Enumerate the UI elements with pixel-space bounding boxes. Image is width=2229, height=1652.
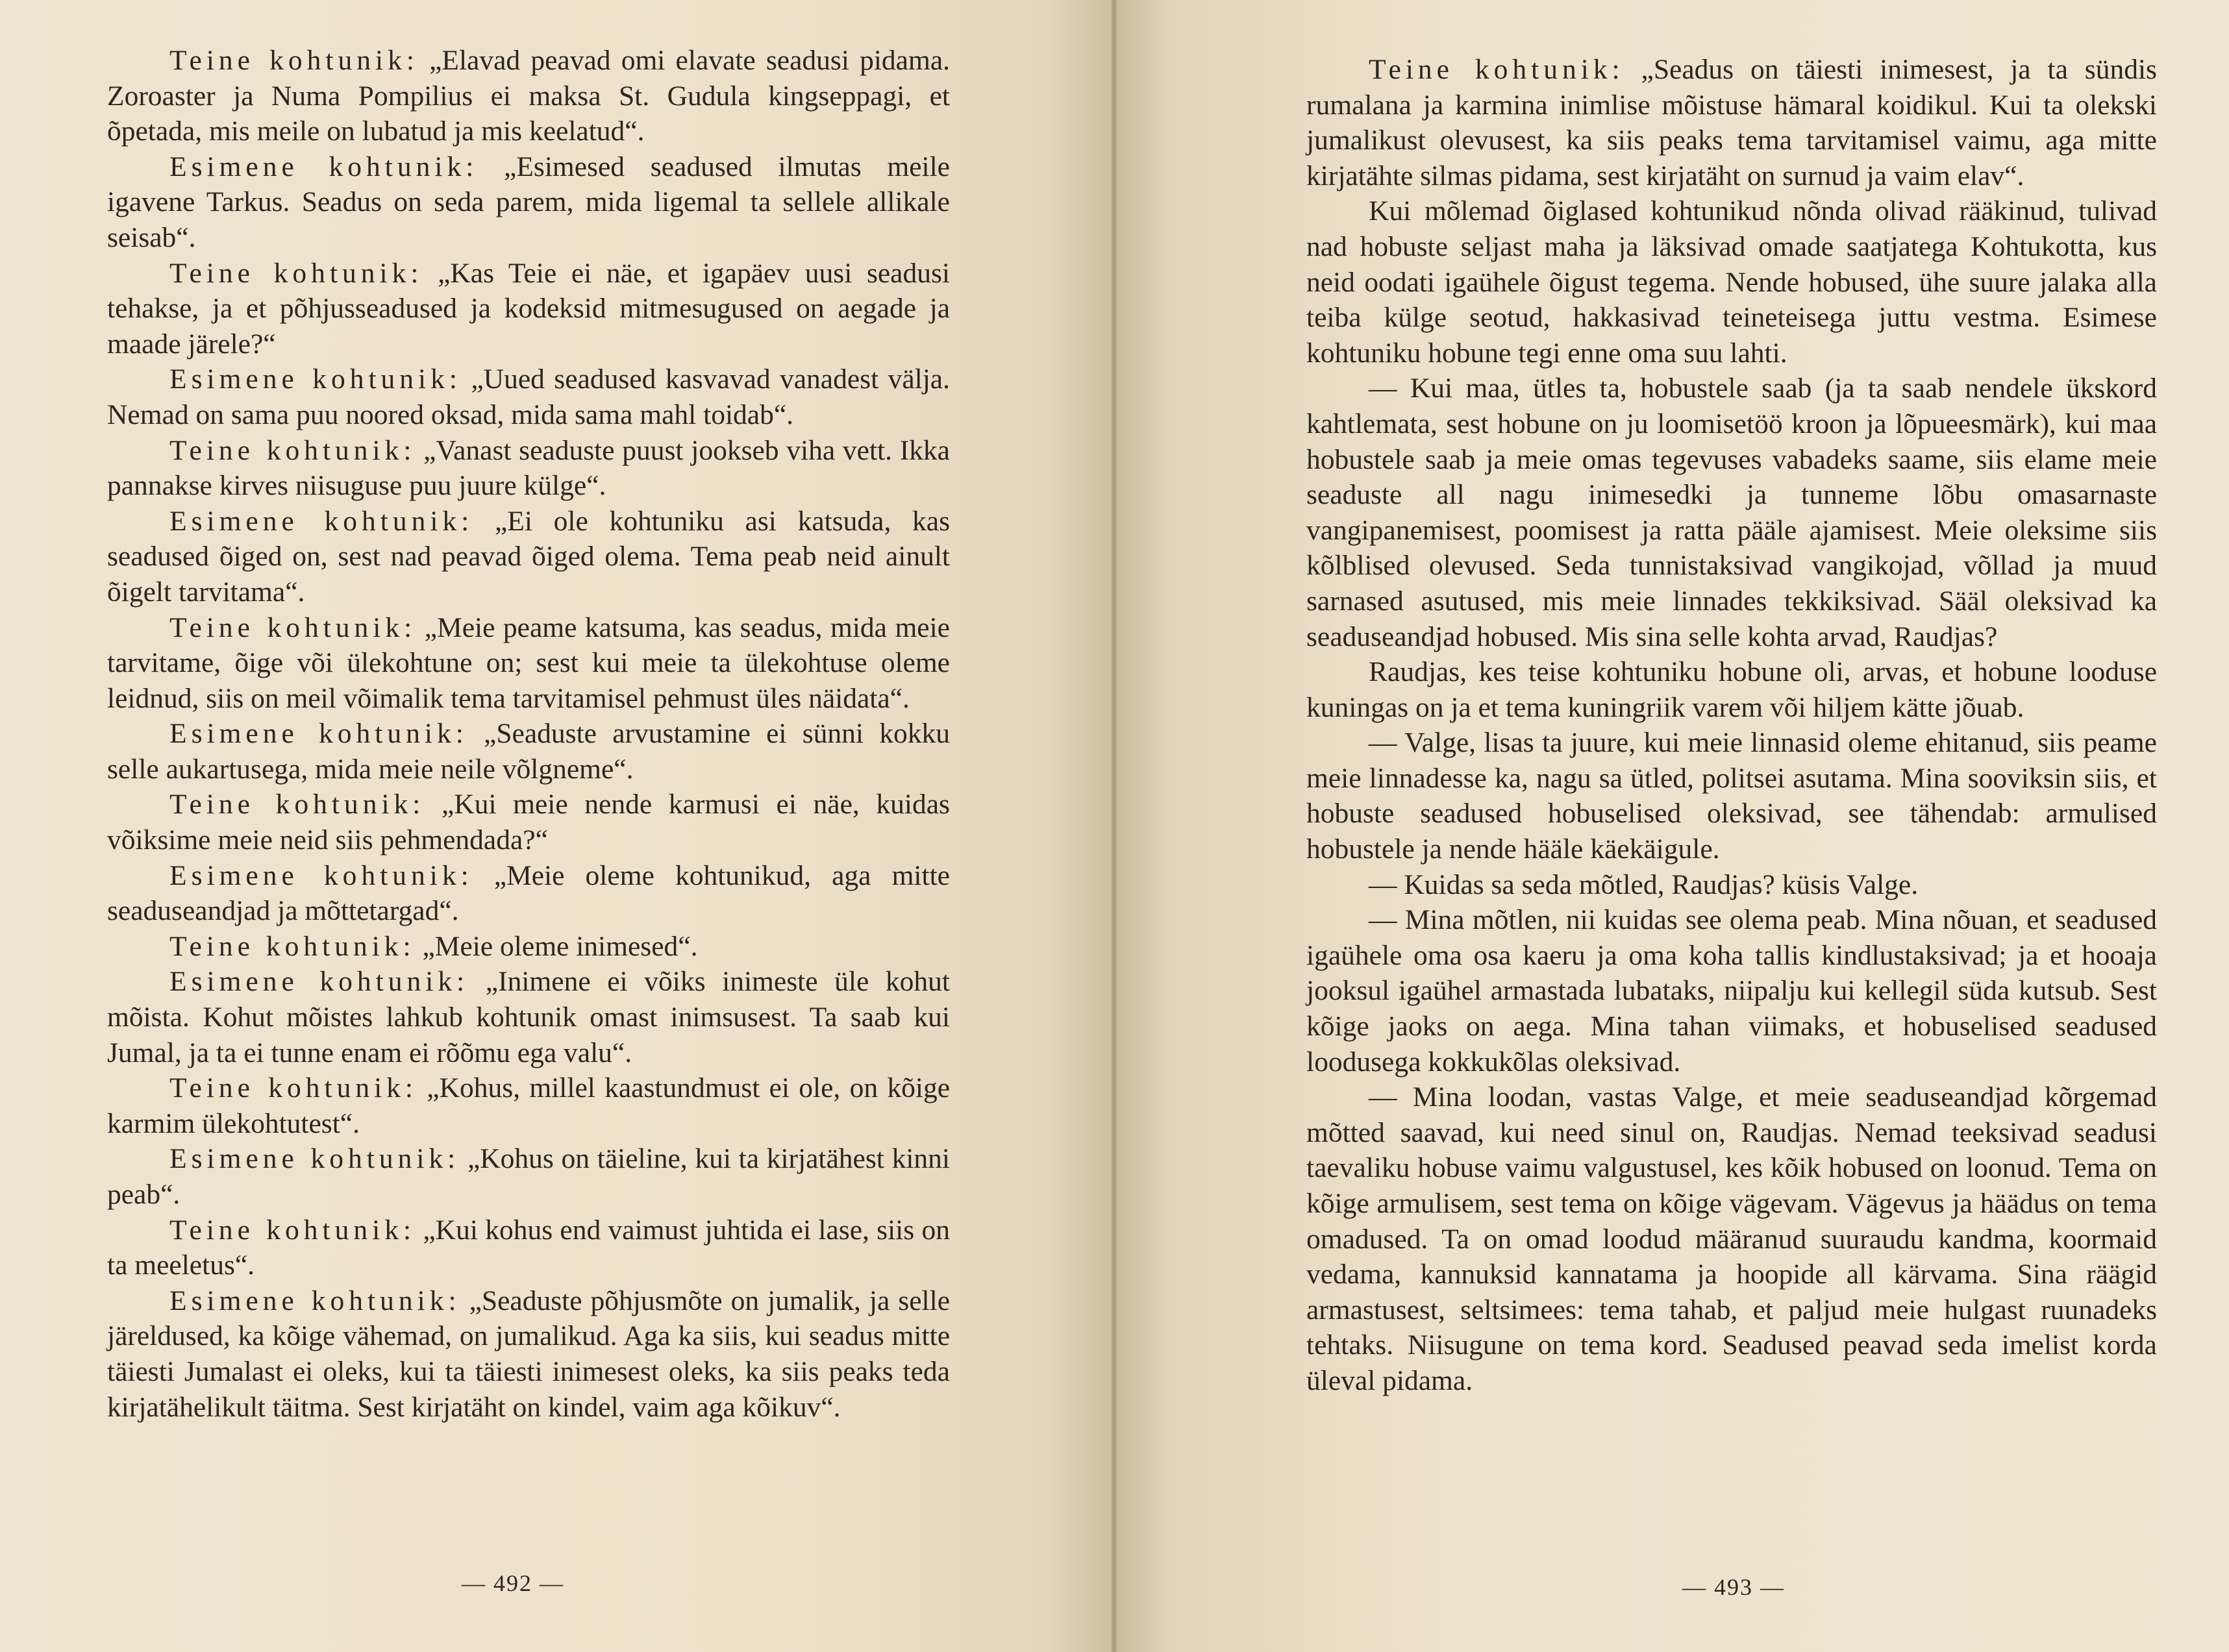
paragraph xyxy=(1306,1079,2157,1398)
speaker-label: Teine kohtunik: xyxy=(1369,54,1625,85)
speaker-label: Teine kohtunik: xyxy=(169,930,416,962)
paragraph xyxy=(1306,902,2157,1079)
speaker-label: Teine kohtunik: xyxy=(169,789,425,820)
paragraph xyxy=(1306,654,2157,725)
speaker-label: Esimene kohtunik: xyxy=(169,1285,461,1316)
right-page-text xyxy=(1306,52,2157,1399)
paragraph-text: Raudjas, kes teise kohtuniku hobune oli, arvas, et hobune looduse kuningas on ja et tema kuningriik varem või hiljem kätte jõuab. xyxy=(1306,656,2157,723)
paragraph-text: „Seaduste arvustamine ei sünni kokku selle aukartusega, mida meie neile võlgneme“. xyxy=(107,718,950,785)
paragraph-text: — Kuidas sa seda mõtled, Raudjas? küsis Valge. xyxy=(1369,869,1919,900)
page-number: — 493 — xyxy=(1682,1574,1785,1600)
paragraph-text: „Uued seadused kasvavad vanadest välja. Nemad on sama puu noored oksad, mida sama mahl toidab“. xyxy=(107,364,950,430)
paragraph-text: „Kohus on täieline, kui ta kirjatähest kinni peab“. xyxy=(107,1143,951,1210)
speaker-label: Teine kohtunik: xyxy=(169,434,416,466)
paragraph xyxy=(107,362,950,432)
speaker-label: Teine kohtunik: xyxy=(169,1072,418,1104)
paragraph-text: „Inimene ei võiks inimeste üle kohut mõista. Kohut mõistes lahkub kohtunik omast inimsusest. Ta saab kui Jumal, ja ta ei tunne enam ei rõõmu ega valu“. xyxy=(107,966,950,1068)
speaker-label: Teine kohtunik: xyxy=(169,45,419,76)
speaker-label: Esimene kohtunik: xyxy=(169,718,468,750)
speaker-label: Teine kohtunik: xyxy=(169,257,423,289)
paragraph-text: — Kui maa, ütles ta, hobustele saab (ja ta saab nendele ükskord kahtlemata, sest hobune on ju loomisetöö kroon ja lõpueesmärk), kui maa hobustele saab ja meie omas tegevuses vabadeks saame, siis elame meie seaduste all nagu inimesedki ja tunneme lõbu omasarnaste vangipanemisest, poomisest ja ratta pääle ajamisest. Meie oleksime siis kõlblised olevused. Seda tunnistaksivad vangikojad, võllad ja muud sarnased asutused, mis meie linnades tekkiksivad. Sääl oleksivad ka seaduseandjad hobused. Mis sina selle kohta arvad, Raudjas? xyxy=(1306,373,2157,652)
paragraph xyxy=(107,1070,950,1141)
speaker-label: Esimene kohtunik: xyxy=(169,859,473,891)
left-page-text xyxy=(107,43,950,1425)
paragraph-text: „Meie peame katsuma, kas seadus, mida meie tarvitame, õige või ülekohtune on; sest kui meie ta ülekohtuse oleme leidnud, siis on meil võimalik tema tarvitamisel pehmust üles näidata“. xyxy=(107,611,950,714)
left-page xyxy=(0,0,1114,1652)
paragraph xyxy=(1306,867,2157,903)
paragraph xyxy=(107,929,950,965)
paragraph-text: „Vanast seaduste puust jookseb viha vett. Ikka pannakse kirves niisuguse puu juure külge“. xyxy=(107,434,950,502)
page-number: — 492 — xyxy=(462,1570,564,1596)
speaker-label: Esimene kohtunik: xyxy=(169,364,462,395)
speaker-label: Esimene kohtunik: xyxy=(169,1143,460,1175)
paragraph xyxy=(1306,725,2157,867)
speaker-label: Esimene kohtunik: xyxy=(169,151,479,182)
paragraph-text: „Meie oleme kohtunikud, aga mitte seaduseandjad ja mõttetargad“. xyxy=(107,859,950,927)
paragraph xyxy=(107,149,950,256)
paragraph-text: — Mina mõtlen, nii kuidas see olema peab. Mina nõuan, et seadused igaühele oma osa kaeru ja oma koha tallis kindlustaksivad; ja et hooaja jooksul igaühel armastada lubataks, niipalju kui kellegil süda kutsub. Sest kõige jaoks on aega. Mina tahan viimaks, et hobuselised seadused loodusega kokkukõlas oleksivad. xyxy=(1306,904,2157,1078)
paragraph-text: „Kas Teie ei näe, et igapäev uusi seadusi tehakse, ja et põhjusseadused ja kodeksid mitmesugused on aegade ja maade järele?“ xyxy=(107,257,951,360)
speaker-label: Esimene kohtunik: xyxy=(169,966,469,998)
paragraph xyxy=(107,43,950,149)
paragraph xyxy=(107,433,950,504)
paragraph-text: „Kohus, millel kaastundmust ei ole, on kõige karmim ülekohtutest“. xyxy=(107,1072,951,1139)
paragraph-text: „Kui kohus end vaimust juhtida ei lase, siis on ta meeletus“. xyxy=(107,1214,950,1281)
paragraph-text: — Valge, lisas ta juure, kui meie linnasid oleme ehitanud, siis peame meie linnadesse ka, nagu sa ütled, politsei asutama. Mina sooviksin siis, et hobuste seadused hobuselised oleksivad, see tähendab: armulised hobustele ja nende hääle käekäigule. xyxy=(1306,727,2157,865)
paragraph xyxy=(107,256,950,362)
paragraph xyxy=(107,858,950,929)
speaker-label: Teine kohtunik: xyxy=(169,611,417,643)
paragraph-text: „Meie oleme inimesed“. xyxy=(415,930,698,962)
paragraph xyxy=(107,504,950,610)
paragraph xyxy=(107,610,950,717)
speaker-label: Esimene kohtunik: xyxy=(169,505,474,537)
paragraph-text: „Elavad peavad omi elavate seadusi pidama. Zoroaster ja Numa Pompilius ei maksa St. Gudula kingseppagi, et õpetada, mis meile on lubatud ja mis keelatud“. xyxy=(107,45,950,147)
paragraph xyxy=(107,1213,950,1283)
speaker-label: Teine kohtunik: xyxy=(169,1214,416,1246)
paragraph-text: „Kui meie nende karmusi ei näe, kuidas võiksime meie neid siis pehmendada?“ xyxy=(107,789,950,856)
paragraph-text: „Esimesed seadused ilmutas meile igavene Tarkus. Seadus on seda parem, mida ligemal ta sellele allikale seisab“. xyxy=(107,151,950,253)
paragraph xyxy=(107,1141,950,1212)
paragraph-text: „Seaduste põhjusmõte on jumalik, ja selle järeldused, ka kõige vähemad, on jumalikud. Aga ka siis, kui seadus mitte täiesti Jumalast ei oleks, kui ta täiesti inimesest oleks, ka siis peaks teda kirjatähelikult täitma. Sest kirjatäht on kindel, vaim aga kõikuv“. xyxy=(107,1285,951,1423)
paragraph xyxy=(1306,52,2157,193)
book-gutter xyxy=(1112,0,1117,1652)
paragraph-text: — Mina loodan, vastas Valge, et meie seaduseandjad kõrgemad mõtted saavad, kui need sinul on, Raudjas. Nemad teeksivad seadusi taevaliku hobuse vaimu valgustusel, kes kõik hobused on loonud. Tema on kõige armulisem, sest tema on kõige vägevam. Vägevus ja häädus on tema omadused. Ta on omad loodud määranud suuraudu kandma, koormaid vedama, kannuksid kannatama ja hoopide all kärvama. Sina räägid armastusest, seltsimees: tema tahab, et paljud meie hulgast ruunadeks tehtaks. Niisugune on tema kord. Seadused peavad seda imelist korda üleval pidama. xyxy=(1306,1081,2157,1396)
paragraph-text: „Ei ole kohtuniku asi katsuda, kas seadused õiged on, sest nad peavad õiged olema. Tema peab neid ainult õigelt tarvitama“. xyxy=(107,505,951,608)
paragraph xyxy=(1306,371,2157,654)
paragraph xyxy=(107,787,950,857)
paragraph-text: Kui mõlemad õiglased kohtunikud nõnda olivad rääkinud, tulivad nad hobuste seljast maha ja läksivad omade saatjatega Kohtukotta, kus neid oodati igaühele õigust tegema. Nende hobused, ühe suure jalaka alla teiba külge seotud, hakkasivad teineteisega juttu vestma. Esimese kohtuniku hobune tegi enne oma suu lahti. xyxy=(1306,195,2157,369)
paragraph-text: „Seadus on täiesti inimesest, ja ta sündis rumalana ja karmina inimlise mõistuse hämaral koidikul. Kui ta olekski jumalikust olevusest, ka siis peaks tema tarvitamisel vaimu, aga mitte kirjatähte silmas pidama, sest kirjatäht on surnud ja vaim elav“. xyxy=(1306,54,2157,191)
paragraph xyxy=(107,964,950,1070)
paragraph xyxy=(1306,193,2157,371)
paragraph xyxy=(107,716,950,787)
right-page xyxy=(1114,0,2229,1652)
paragraph xyxy=(107,1283,950,1425)
